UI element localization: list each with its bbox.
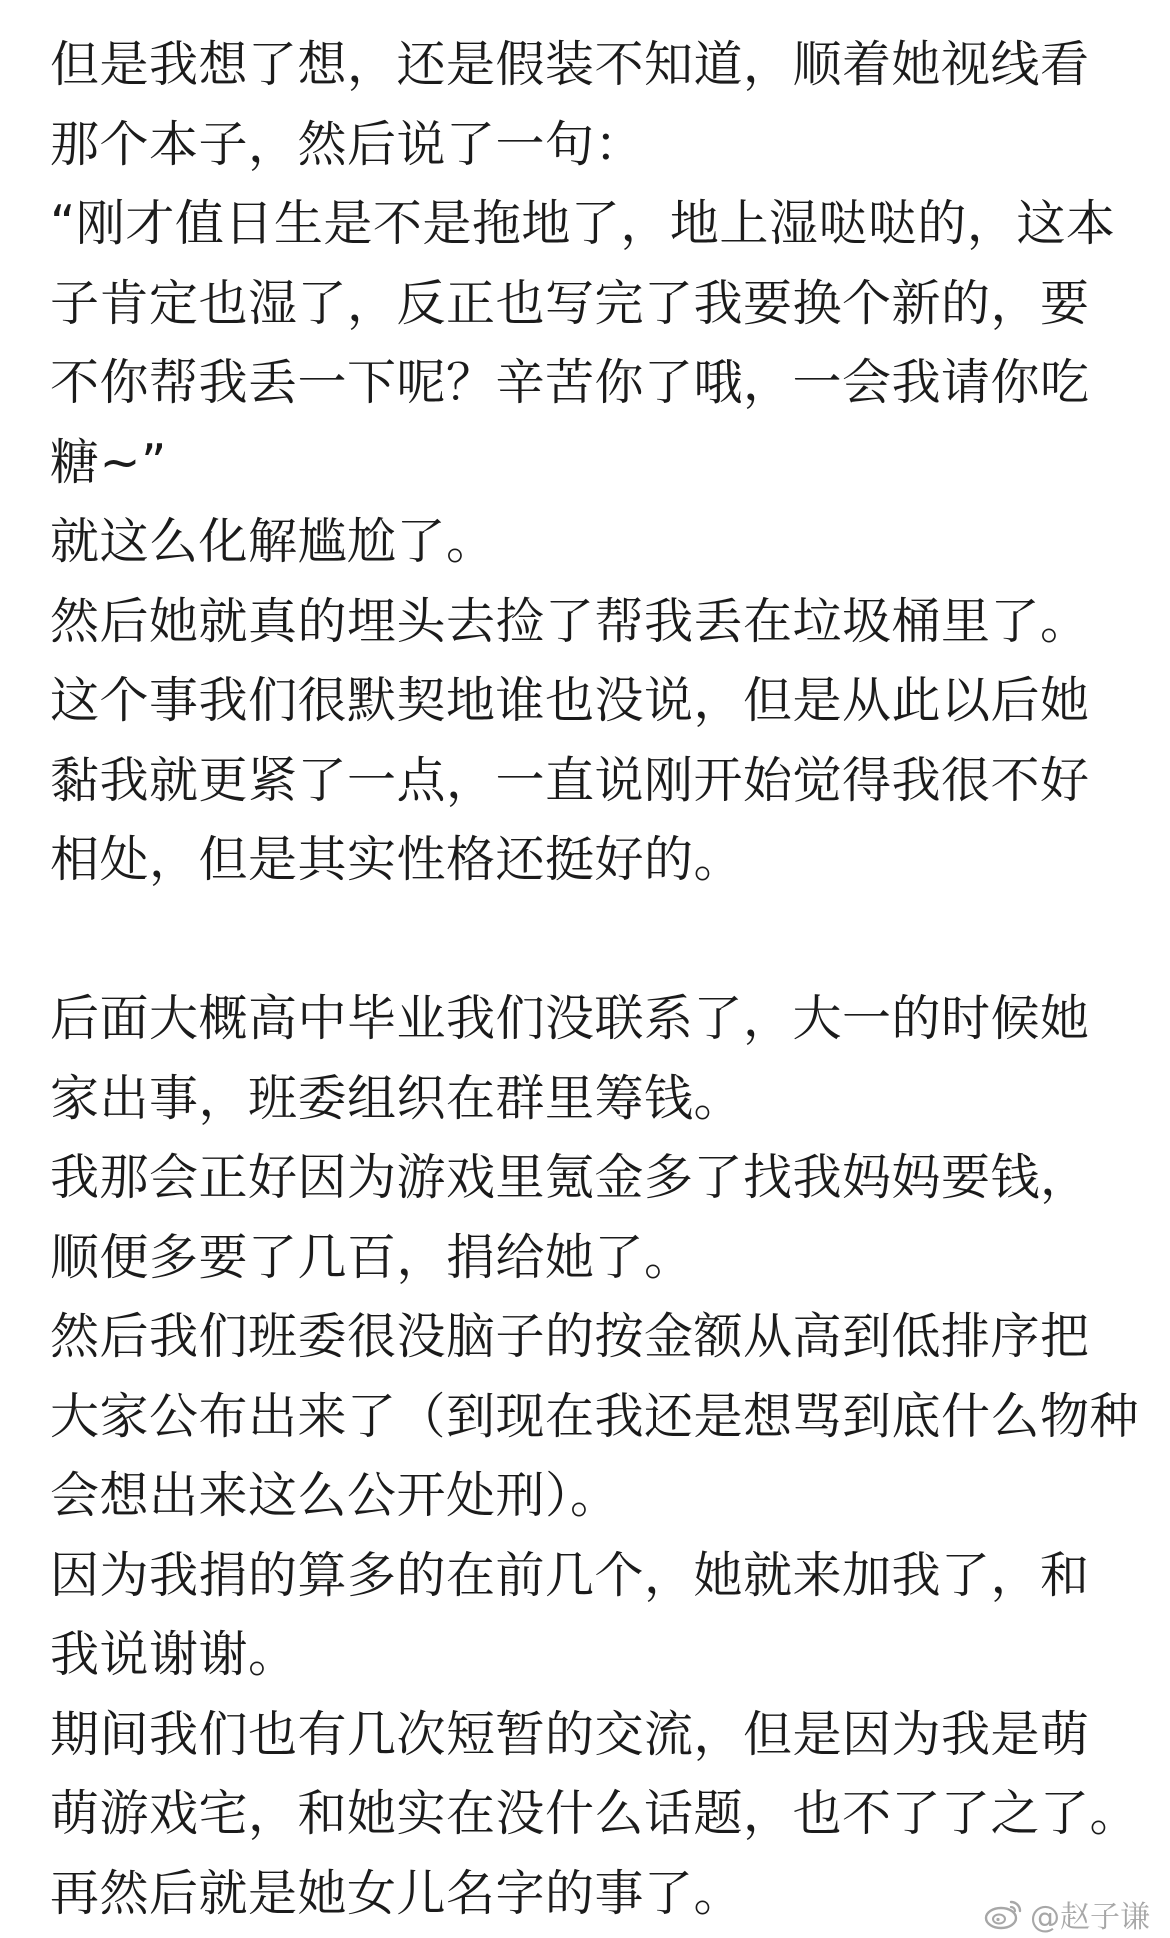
document-body [50,25,1140,1933]
watermark [984,1894,1150,1934]
text-line: 这个事我们很默契地谁也没说，但是从此以后她 [50,672,1090,729]
text-line: “刚才值日生是不是拖地了，地上湿哒哒的，这本 [50,195,1116,252]
watermark-username[interactable]: @赵子谦 [1030,1900,1150,1935]
text-line: 然后我们班委很没脑子的按金额从高到低排序把 [50,1308,1090,1365]
text-line: 我那会正好因为游戏里氪金多了找我妈妈要钱， [50,1149,1090,1206]
text-line: 然后她就真的埋头去捡了帮我丢在垃圾桶里了。 [50,592,1090,650]
text-line: 糖~” [50,433,167,491]
text-line: 顺便多要了几百，捐给她了。 [50,1228,694,1286]
text-line: 相处，但是其实性格还挺好的。 [50,831,744,888]
text-line: 期间我们也有几次短暂的交流，但是因为我是萌 [50,1705,1090,1763]
weibo-logo-icon [984,1897,1024,1931]
paragraph-gap [50,900,1140,980]
text-line: 因为我捐的算多的在前几个，她就来加我了，和 [50,1546,1090,1604]
text-line: 会想出来这么公开处刑）。 [50,1467,620,1524]
text-line: 再然后就是她女儿名字的事了。 [50,1864,744,1922]
text-line: 我说谢谢。 [50,1626,298,1683]
text-line: 但是我想了想，还是假装不知道，顺着她视线看 [50,36,1090,93]
text-line: 萌游戏宅，和她实在没什么话题，也不了了之了。 [50,1785,1140,1842]
text-line: 大家公布出来了（到现在我还是想骂到底什么物种 [50,1387,1140,1445]
text-line: 家出事，班委组织在群里筹钱。 [50,1069,744,1127]
text-line: 子肯定也湿了，反正也写完了我要换个新的，要 [50,274,1090,332]
text-line: 就这么化解尴尬了。 [50,513,496,570]
text-line: 那个本子，然后说了一句： [50,115,645,173]
text-line: 不你帮我丢一下呢？辛苦你了哦，一会我请你吃 [50,354,1090,411]
text-line: 黏我就更紧了一点，一直说刚开始觉得我很不好 [50,751,1090,809]
text-line: 后面大概高中毕业我们没联系了，大一的时候她 [50,990,1090,1047]
